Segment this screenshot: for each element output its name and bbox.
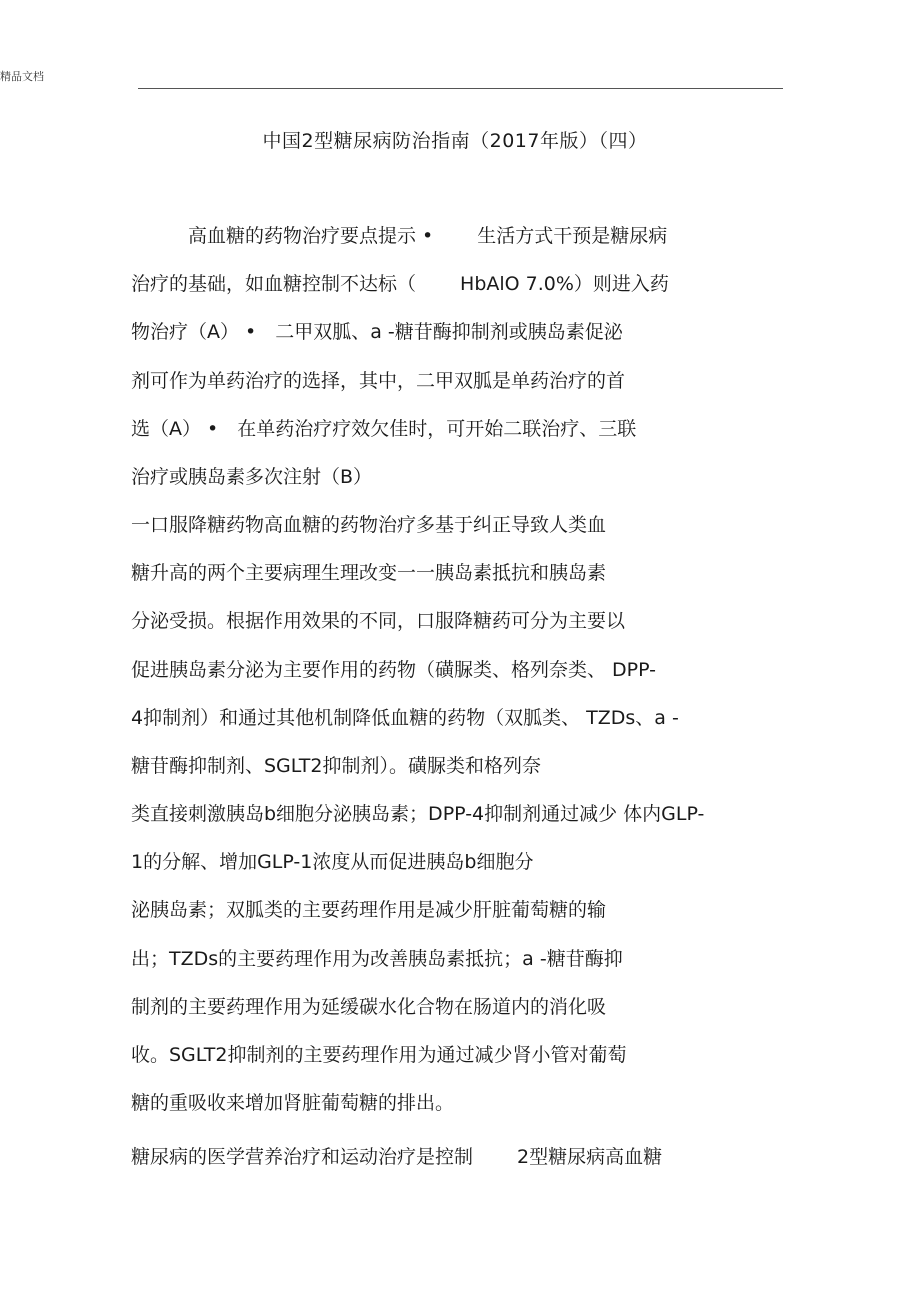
- body-line: 收。SGLT2抑制剂的主要药理作用为通过减少肾小管对葡萄: [131, 1044, 627, 1066]
- body-line: 选（A） • 在单药治疗疗效欠佳时，可开始二联治疗、三联: [131, 418, 637, 440]
- document-title: 中国2型糖尿病防治指南（2017年版）（四）: [262, 130, 648, 152]
- body-line: 物治疗（A） • 二甲双胍、a -糖苷酶抑制剂或胰岛素促泌: [131, 321, 623, 343]
- body-line: 1的分解、增加GLP-1浓度从而促进胰岛b细胞分: [131, 851, 534, 873]
- body-line: 4抑制剂）和通过其他机制降低血糖的药物（双胍类、 TZDs、a -: [131, 707, 679, 729]
- body-line: 治疗或胰岛素多次注射（B）: [131, 466, 373, 488]
- body-line: 剂可作为单药治疗的选择，其中，二甲双胍是单药治疗的首: [131, 370, 626, 392]
- body-line: 糖升高的两个主要病理生理改变一一胰岛素抵抗和胰岛素: [131, 562, 607, 584]
- body-line: 糖尿病的医学营养治疗和运动治疗是控制 2型糖尿病高血糖: [131, 1146, 663, 1168]
- body-line: 分泌受损。根据作用效果的不同，口服降糖药可分为主要以: [131, 610, 626, 632]
- body-line: 制剂的主要药理作用为延缓碳水化合物在肠道内的消化吸: [131, 996, 607, 1018]
- body-line: 糖的重吸收来增加肾脏葡萄糖的排出。: [131, 1092, 455, 1114]
- body-line: 泌胰岛素；双胍类的主要药理作用是减少肝脏葡萄糖的输: [131, 899, 607, 921]
- body-line: 类直接刺激胰岛b细胞分泌胰岛素；DPP-4抑制剂通过减少 体内GLP-: [131, 803, 705, 825]
- body-line: 治疗的基础，如血糖控制不达标（ HbAlO 7.0%）则进入药: [131, 273, 669, 295]
- body-line: 糖苷酶抑制剂、SGLT2抑制剂）。磺脲类和格列奈: [131, 755, 541, 777]
- body-line: 一口服降糖药物高血糖的药物治疗多基于纠正导致人类血: [131, 514, 607, 536]
- header-watermark: 精品文档: [0, 70, 44, 83]
- body-line: 促进胰岛素分泌为主要作用的药物（磺脲类、格列奈类、 DPP-: [131, 659, 657, 681]
- body-line: 出；TZDs的主要药理作用为改善胰岛素抵抗；a -糖苷酶抑: [131, 948, 623, 970]
- body-line: 高血糖的药物治疗要点提示 • 生活方式干预是糖尿病: [188, 225, 668, 247]
